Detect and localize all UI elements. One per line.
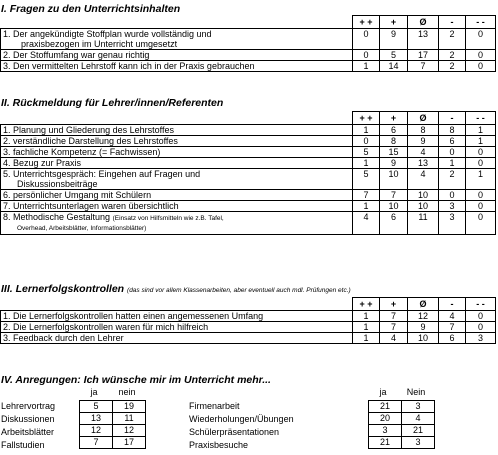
col-header: + + <box>353 112 380 125</box>
section-1-table <box>0 15 496 72</box>
value-cell: 1 <box>353 322 380 333</box>
section-3-title: III. Lernerfolgskontrollen (das sind vor allem Klassenarbeiten, aber eventuell auch mdl. Prüfungen etc.) <box>1 283 351 295</box>
ja-cell: 12 <box>80 425 113 437</box>
value-cell: 0 <box>466 311 496 322</box>
table-row <box>369 413 435 425</box>
value-cell: 9 <box>408 136 439 147</box>
ja-cell: 5 <box>80 401 113 413</box>
value-cell: 4 <box>408 169 439 190</box>
row-label: 3. fachliche Kompetenz (= Fachwissen) <box>1 147 353 158</box>
value-cell: 17 <box>408 50 439 61</box>
suggestion-label: Arbeitsblätter <box>1 427 55 437</box>
col-header: - - <box>466 112 496 125</box>
value-cell: 0 <box>466 158 496 169</box>
ja-cell: 21 <box>369 437 402 449</box>
value-cell: 0 <box>466 190 496 201</box>
suggestion-label: Praxisbesuche <box>189 440 249 450</box>
left-header-nein: nein <box>118 387 136 397</box>
value-cell: 13 <box>408 158 439 169</box>
row-label: 6. persönlicher Umgang mit Schülern <box>1 190 353 201</box>
row-label: 2. verständliche Darstellung des Lehrstoffes <box>1 136 353 147</box>
col-header: Ø <box>408 16 439 29</box>
col-header: + <box>380 112 408 125</box>
section-4-title: IV. Anregungen: Ich wünsche mir im Unterricht mehr... <box>1 374 271 386</box>
col-header: + <box>380 298 408 311</box>
table-row <box>1 50 496 61</box>
section-3-table <box>0 297 496 344</box>
left-header-ja: ja <box>90 387 98 397</box>
nein-cell: 11 <box>113 413 146 425</box>
value-cell: 9 <box>408 322 439 333</box>
suggestion-label: Diskussionen <box>1 414 55 424</box>
table-row <box>369 437 435 449</box>
value-cell: 9 <box>380 158 408 169</box>
section-1-title: I. Fragen zu den Unterrichtsinhalten <box>1 3 181 15</box>
table-row <box>1 190 496 201</box>
ja-cell: 3 <box>369 425 402 437</box>
value-cell: 2 <box>439 29 466 50</box>
value-cell: 0 <box>439 147 466 158</box>
value-cell: 1 <box>439 158 466 169</box>
value-cell: 2 <box>439 169 466 190</box>
nein-cell: 4 <box>402 413 435 425</box>
row-label: 8. Methodische Gestaltung (Einsatz von Hilfsmitteln wie z.B. Tafel, Overhead, Arbeitsblätter, Informationsblätter) <box>1 212 353 235</box>
value-cell: 0 <box>466 322 496 333</box>
value-cell: 6 <box>439 136 466 147</box>
row-label: 2. Der Stoffumfang war genau richtig <box>1 50 353 61</box>
value-cell: 6 <box>439 333 466 344</box>
row-label: 5. Unterrichtsgespräch: Eingehen auf Fragen und Diskussionsbeiträge <box>1 169 353 190</box>
value-cell: 1 <box>353 61 380 72</box>
value-cell: 2 <box>439 50 466 61</box>
value-cell: 0 <box>353 29 380 50</box>
ja-cell: 13 <box>80 413 113 425</box>
ja-cell: 21 <box>369 401 402 413</box>
row-label: 1. Der angekündigte Stoffplan wurde vollständig und praxisbezogen im Unterricht umgesetzt <box>1 29 353 50</box>
value-cell: 5 <box>353 147 380 158</box>
table-row <box>80 401 146 413</box>
value-cell: 0 <box>353 136 380 147</box>
table-row <box>1 147 496 158</box>
table-row <box>1 311 496 322</box>
value-cell: 2 <box>439 61 466 72</box>
value-cell: 10 <box>408 333 439 344</box>
col-header: + <box>380 16 408 29</box>
col-header: - <box>439 112 466 125</box>
suggestion-label: Lehrervortrag <box>1 401 56 411</box>
table-row <box>369 401 435 413</box>
section-3-note: (das sind vor allem Klassenarbeiten, aber eventuell auch mdl. Prüfungen etc.) <box>127 287 351 294</box>
value-cell: 4 <box>408 147 439 158</box>
value-cell: 1 <box>466 125 496 136</box>
value-cell: 10 <box>408 190 439 201</box>
value-cell: 15 <box>380 147 408 158</box>
row-label: 1. Planung und Gliederung des Lehrstoffes <box>1 125 353 136</box>
value-cell: 0 <box>353 50 380 61</box>
table-row <box>80 425 146 437</box>
col-header: - - <box>466 298 496 311</box>
value-cell: 1 <box>353 333 380 344</box>
value-cell: 7 <box>439 322 466 333</box>
section-2-table <box>0 111 496 235</box>
value-cell: 3 <box>466 333 496 344</box>
table-row <box>1 125 496 136</box>
col-header: - - <box>466 16 496 29</box>
right-header-nein: Nein <box>406 387 426 397</box>
table-row <box>1 201 496 212</box>
row-label: 7. Unterrichtsunterlagen waren übersichtlich <box>1 201 353 212</box>
value-cell: 8 <box>380 136 408 147</box>
table-row <box>1 158 496 169</box>
section-2-title: II. Rückmeldung für Lehrer/innen/Referenten <box>1 97 224 109</box>
value-cell: 0 <box>466 212 496 235</box>
suggestion-label: Fallstudien <box>1 440 45 450</box>
value-cell: 7 <box>380 190 408 201</box>
row-label: 4. Bezug zur Praxis <box>1 158 353 169</box>
value-cell: 0 <box>466 29 496 50</box>
table-row <box>80 437 146 449</box>
table-row <box>1 322 496 333</box>
value-cell: 0 <box>466 147 496 158</box>
right-suggestion-table <box>368 400 435 449</box>
value-cell: 5 <box>380 50 408 61</box>
table-row <box>369 425 435 437</box>
table-row <box>1 212 496 235</box>
table-row <box>1 61 496 72</box>
nein-cell: 3 <box>402 437 435 449</box>
row-label: 3. Feedback durch den Lehrer <box>1 333 353 344</box>
value-cell: 1 <box>353 125 380 136</box>
ja-cell: 20 <box>369 413 402 425</box>
value-cell: 0 <box>466 50 496 61</box>
col-header: + + <box>353 298 380 311</box>
row-label: 1. Die Lernerfolgskontrollen hatten einen angemessenen Umfang <box>1 311 353 322</box>
value-cell: 6 <box>380 212 408 235</box>
value-cell: 0 <box>439 190 466 201</box>
nein-cell: 12 <box>113 425 146 437</box>
table-row <box>1 169 496 190</box>
table-row <box>1 333 496 344</box>
table-row <box>1 136 496 147</box>
suggestion-label: Schülerpräsentationen <box>189 427 280 437</box>
value-cell: 12 <box>408 311 439 322</box>
value-cell: 5 <box>353 169 380 190</box>
value-cell: 4 <box>380 333 408 344</box>
nein-cell: 21 <box>402 425 435 437</box>
col-header: Ø <box>408 298 439 311</box>
value-cell: 1 <box>466 136 496 147</box>
value-cell: 1 <box>353 201 380 212</box>
value-cell: 0 <box>466 201 496 212</box>
value-cell: 10 <box>380 201 408 212</box>
right-header-ja: ja <box>379 387 387 397</box>
suggestion-label: Firmenarbeit <box>189 401 240 411</box>
suggestion-label: Wiederholungen/Übungen <box>189 414 294 424</box>
value-cell: 14 <box>380 61 408 72</box>
value-cell: 10 <box>380 169 408 190</box>
table-row <box>80 413 146 425</box>
value-cell: 7 <box>353 190 380 201</box>
value-cell: 3 <box>439 212 466 235</box>
col-header: Ø <box>408 112 439 125</box>
value-cell: 7 <box>380 322 408 333</box>
value-cell: 4 <box>439 311 466 322</box>
value-cell: 11 <box>408 212 439 235</box>
value-cell: 8 <box>439 125 466 136</box>
row-label: 2. Die Lernerfolgskontrollen waren für mich hilfreich <box>1 322 353 333</box>
row-label: 3. Den vermittelten Lehrstoff kann ich in der Praxis gebrauchen <box>1 61 353 72</box>
col-header: + + <box>353 16 380 29</box>
value-cell: 10 <box>408 201 439 212</box>
value-cell: 8 <box>408 125 439 136</box>
nein-cell: 19 <box>113 401 146 413</box>
value-cell: 0 <box>466 61 496 72</box>
table-row <box>1 29 496 50</box>
value-cell: 7 <box>408 61 439 72</box>
value-cell: 7 <box>380 311 408 322</box>
ja-cell: 7 <box>80 437 113 449</box>
nein-cell: 17 <box>113 437 146 449</box>
value-cell: 4 <box>353 212 380 235</box>
left-suggestion-table <box>79 400 146 449</box>
nein-cell: 3 <box>402 401 435 413</box>
value-cell: 9 <box>380 29 408 50</box>
col-header: - <box>439 298 466 311</box>
value-cell: 1 <box>353 158 380 169</box>
value-cell: 13 <box>408 29 439 50</box>
value-cell: 6 <box>380 125 408 136</box>
value-cell: 3 <box>439 201 466 212</box>
value-cell: 1 <box>466 169 496 190</box>
col-header: - <box>439 16 466 29</box>
value-cell: 1 <box>353 311 380 322</box>
